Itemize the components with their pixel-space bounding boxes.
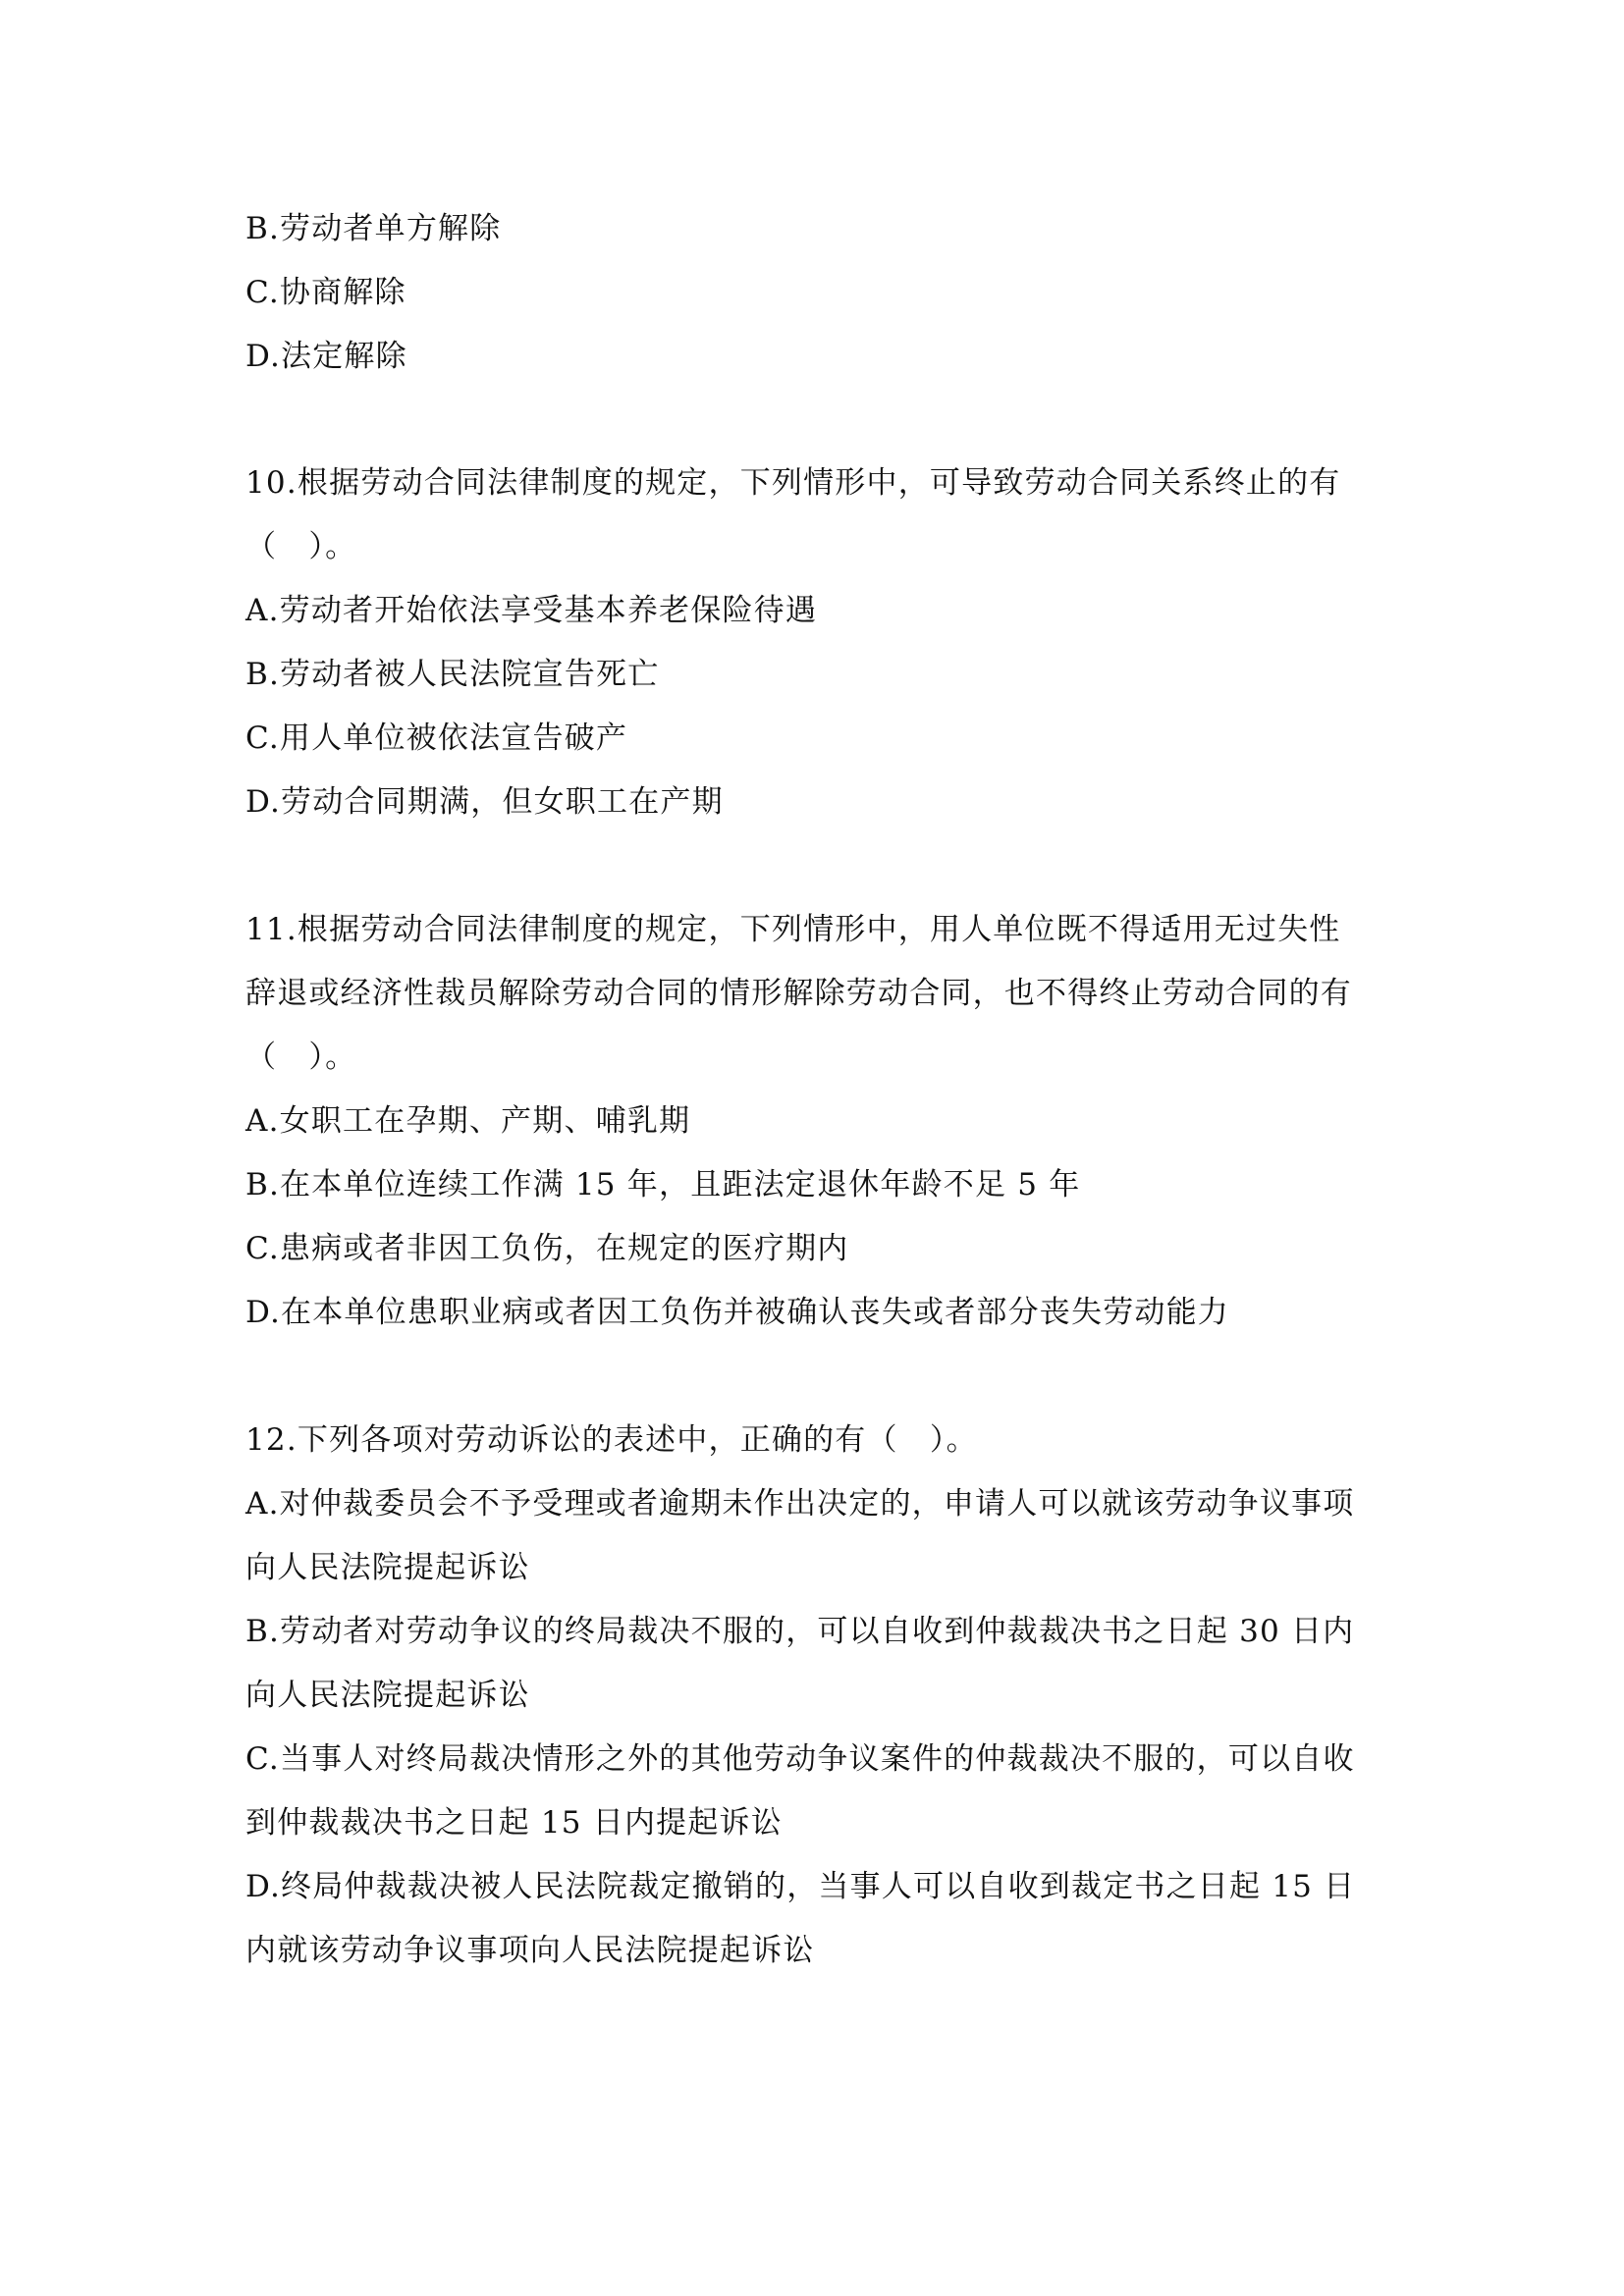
q12-option-b-line1: B.劳动者对劳动争议的终局裁决不服的，可以自收到仲裁裁决书之日起 30 日内 <box>245 1614 1355 1649</box>
q12-option-d-line1: D.终局仲裁裁决被人民法院裁定撤销的，当事人可以自收到裁定书之日起 15 日 <box>245 1869 1356 1904</box>
q9-option-c: C.协商解除 <box>245 275 406 310</box>
q10-option-a: A.劳动者开始依法享受基本养老保险待遇 <box>245 593 818 628</box>
q11-stem-line3: （ ）。 <box>245 1040 357 1075</box>
q10-stem-line1: 10.根据劳动合同法律制度的规定，下列情形中，可导致劳动合同关系终止的有 <box>245 465 1341 501</box>
q10-stem-line2: （ ）。 <box>245 529 357 564</box>
q11-stem-line2: 辞退或经济性裁员解除劳动合同的情形解除劳动合同，也不得终止劳动合同的有 <box>245 976 1352 1011</box>
q12-option-a-line2: 向人民法院提起诉讼 <box>245 1550 530 1585</box>
q11-option-c: C.患病或者非因工负伤，在规定的医疗期内 <box>245 1231 849 1266</box>
q12-option-d-line2: 内就该劳动争议事项向人民法院提起诉讼 <box>245 1933 815 1968</box>
q12-option-c-line2: 到仲裁裁决书之日起 15 日内提起诉讼 <box>245 1805 783 1841</box>
q10-option-c: C.用人单位被依法宣告破产 <box>245 721 628 756</box>
q12-option-b-line2: 向人民法院提起诉讼 <box>245 1678 530 1713</box>
q10-option-d: D.劳动合同期满，但女职工在产期 <box>245 784 724 820</box>
q12-option-a-line1: A.对仲裁委员会不予受理或者逾期未作出决定的，申请人可以就该劳动争议事项 <box>245 1486 1355 1522</box>
q11-stem-line1: 11.根据劳动合同法律制度的规定，下列情形中，用人单位既不得适用无过失性 <box>245 912 1341 947</box>
q9-option-d: D.法定解除 <box>245 339 407 374</box>
q12-stem: 12.下列各项对劳动诉讼的表述中，正确的有（ ）。 <box>245 1422 978 1458</box>
q11-option-d: D.在本单位患职业病或者因工负伤并被确认丧失或者部分丧失劳动能力 <box>245 1295 1230 1330</box>
q11-option-a: A.女职工在孕期、产期、哺乳期 <box>245 1103 691 1139</box>
q9-option-b: B.劳动者单方解除 <box>245 211 502 246</box>
document-page <box>245 0 1384 2296</box>
q11-option-b: B.在本单位连续工作满 15 年，且距法定退休年龄不足 5 年 <box>245 1167 1081 1202</box>
q12-option-c-line1: C.当事人对终局裁决情形之外的其他劳动争议案件的仲裁裁决不服的，可以自收 <box>245 1741 1355 1777</box>
q10-option-b: B.劳动者被人民法院宣告死亡 <box>245 657 660 692</box>
